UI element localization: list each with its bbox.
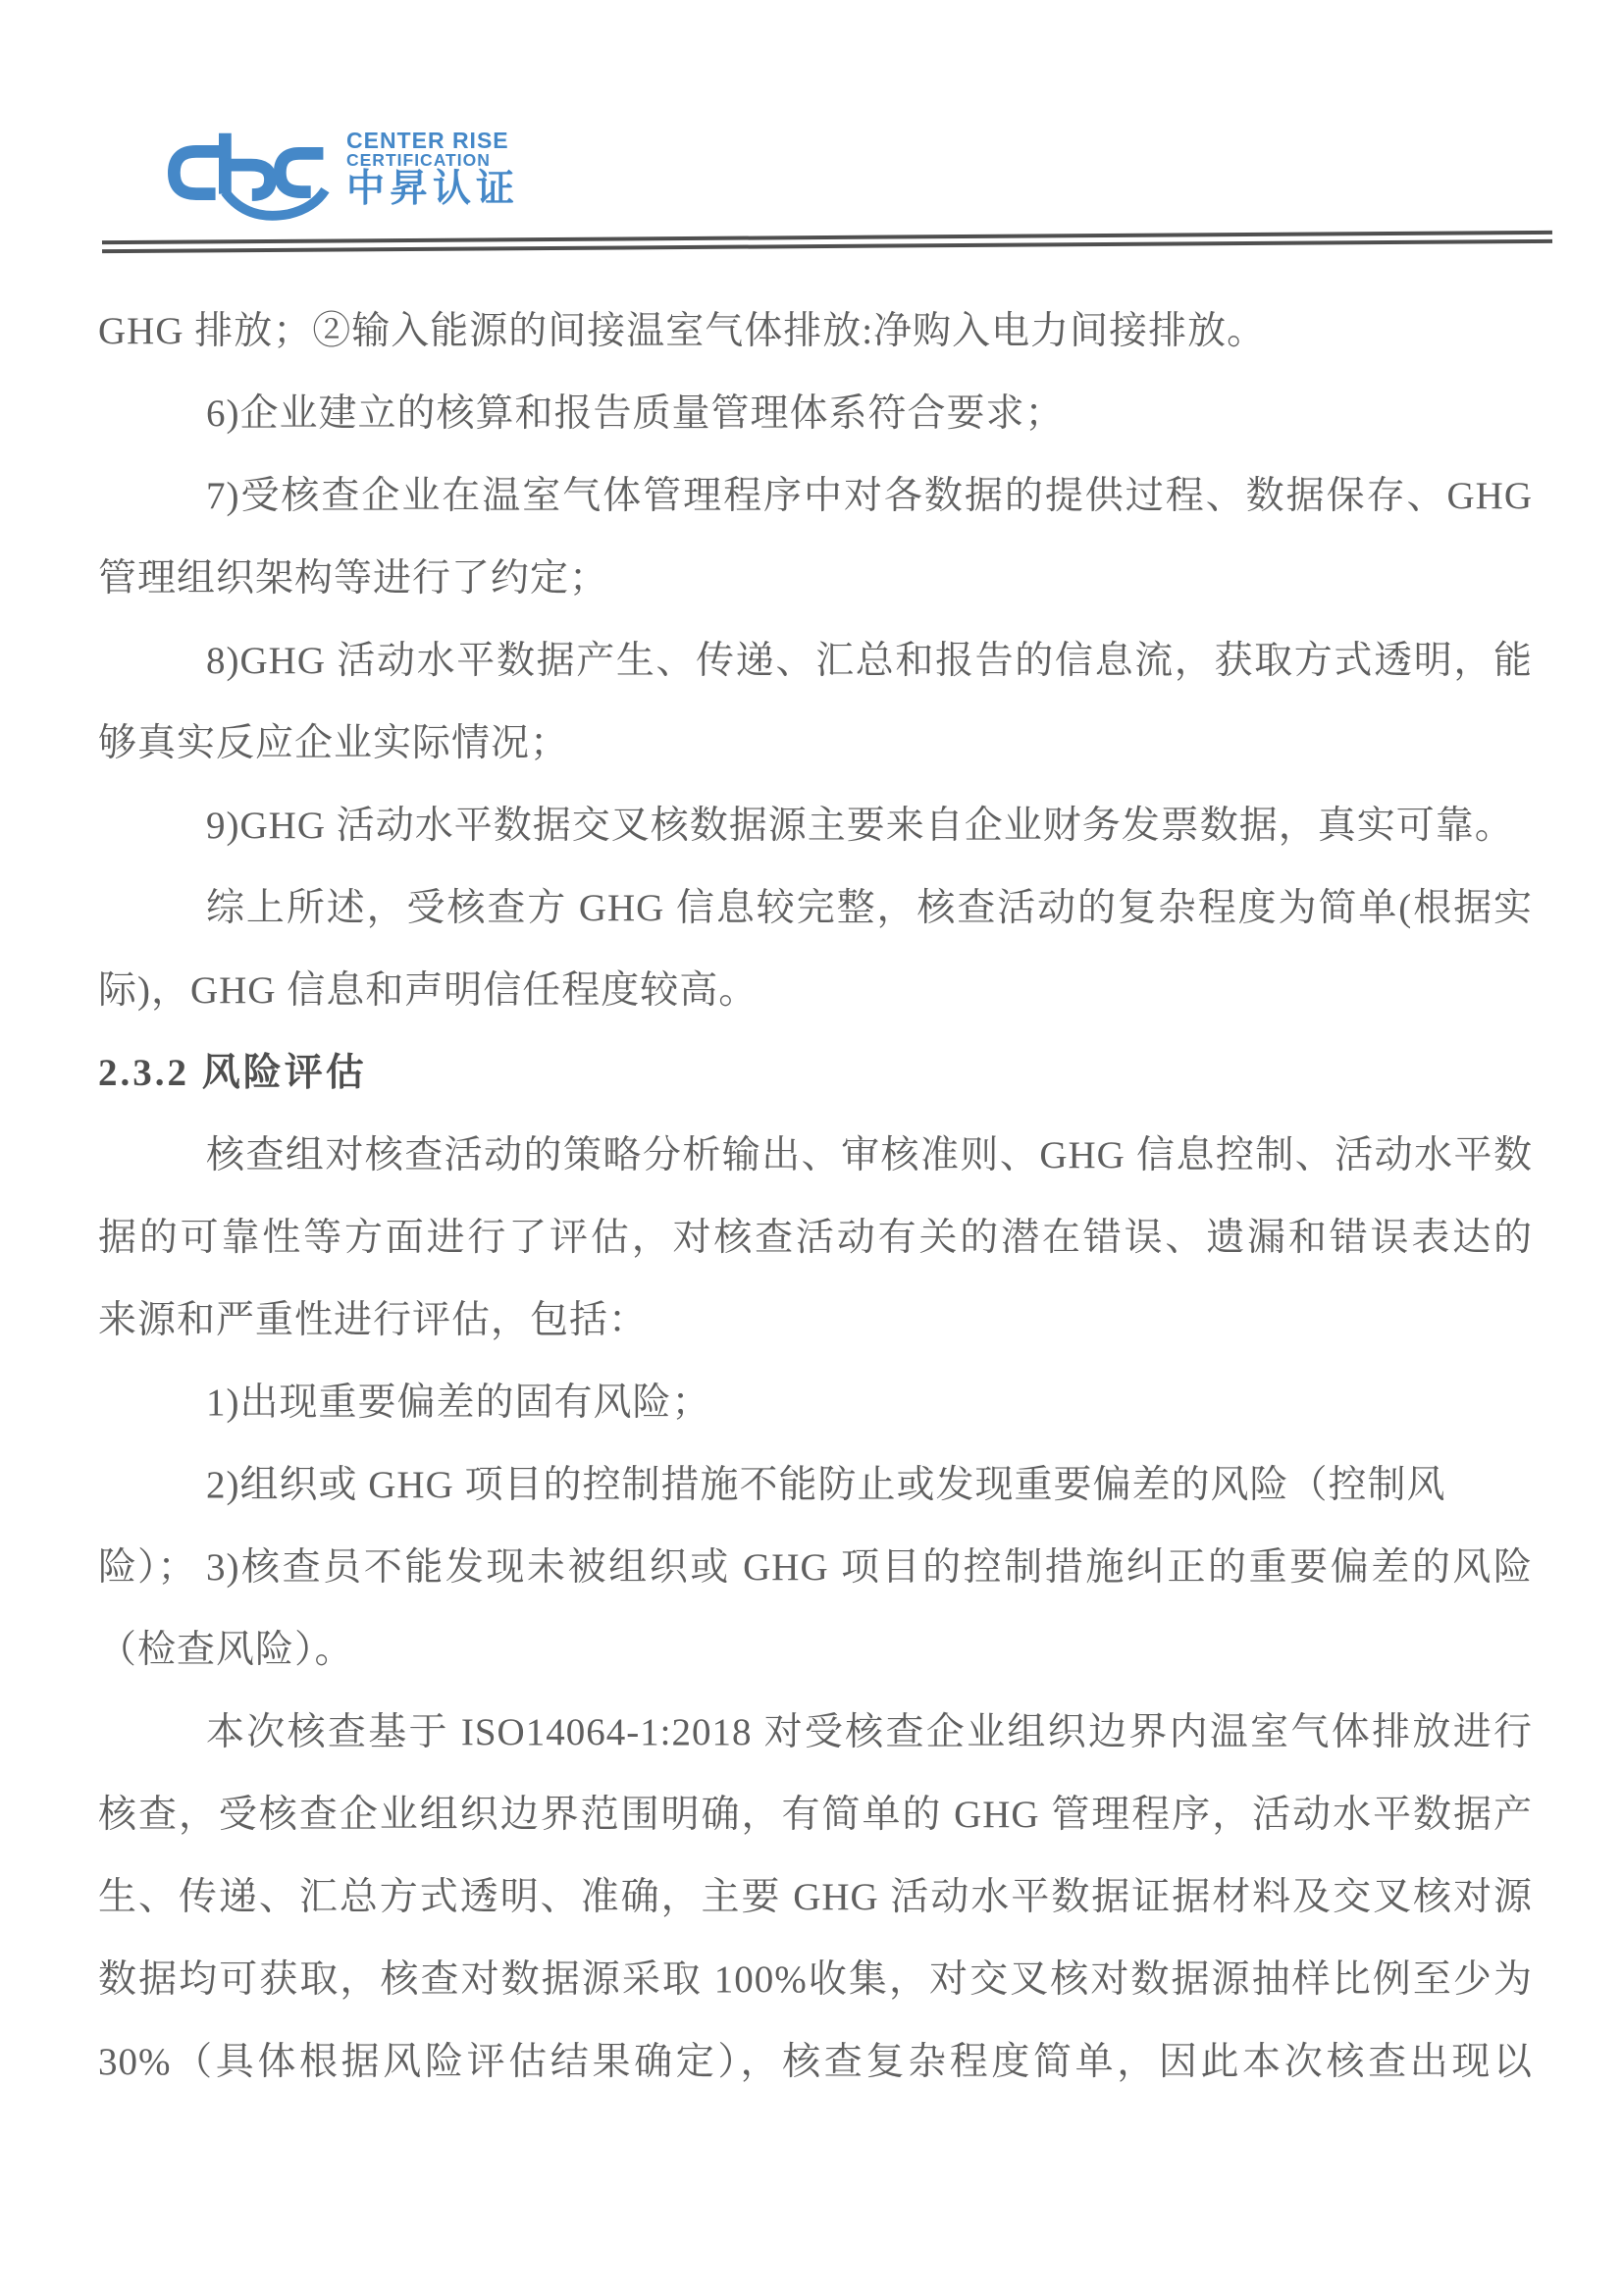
text-line: 8)GHG 活动水平数据产生、传递、汇总和报告的信息流，获取方式透明，能 xyxy=(206,640,1533,682)
brand-name-line1: CENTER RISE xyxy=(346,128,509,153)
text-line: 够真实反应企业实际情况； xyxy=(98,722,570,764)
header-divider xyxy=(102,231,1552,253)
text-line: 9)GHG 活动水平数据交叉核数据源主要来自企业财务发票数据，真实可靠。 xyxy=(206,805,1514,847)
text-line: 生、传递、汇总方式透明、准确，主要 GHG 活动水平数据证据材料及交叉核对源 xyxy=(98,1876,1533,1918)
brand-name-line2: CERTIFICATION xyxy=(346,150,491,170)
text-line: GHG 排放；②输入能源的间接温室气体排放:净购入电力间接排放。 xyxy=(98,310,1267,352)
brand-text-block xyxy=(346,130,519,210)
text-line: 核查，受核查企业组织边界范围明确，有简单的 GHG 管理程序，活动水平数据产 xyxy=(98,1794,1533,1836)
text-line: 30%（具体根据风险评估结果确定），核查复杂程度简单，因此本次核查出现以 xyxy=(98,2041,1533,2083)
text-line: 6)企业建立的核算和报告质量管理体系符合要求； xyxy=(206,392,1065,435)
text-line: 来源和严重性进行评估，包括： xyxy=(98,1299,649,1341)
text-line: （检查风险）。 xyxy=(98,1629,354,1671)
text-line: 1)出现重要偏差的固有风险； xyxy=(206,1382,711,1424)
crc-monogram-icon xyxy=(153,122,335,223)
text-line: 2.3.2 风险评估 xyxy=(98,1052,367,1094)
text-line: 据的可靠性等方面进行了评估，对核查活动有关的潜在错误、遗漏和错误表达的 xyxy=(98,1217,1533,1259)
brand-name-chinese: 中昇认证 xyxy=(346,168,520,210)
text-line: 管理组织架构等进行了约定； xyxy=(98,557,609,600)
text-line: 3)核查员不能发现未被组织或 GHG 项目的控制措施纠正的重要偏差的风险 xyxy=(206,1546,1533,1589)
document-body xyxy=(98,290,1533,2104)
crc-logo xyxy=(153,116,519,223)
text-line: 数据均可获取，核查对数据源采取 100%收集，对交叉核对数据源抽样比例至少为 xyxy=(98,1958,1533,2001)
text-line: 核查组对核查活动的策略分析输出、审核准则、GHG 信息控制、活动水平数 xyxy=(206,1134,1533,1176)
text-line: 综上所述，受核查方 GHG 信息较完整，核查活动的复杂程度为简单(根据实 xyxy=(206,887,1533,929)
text-line: 际)，GHG 信息和声明信任程度较高。 xyxy=(98,969,759,1012)
text-line: 本次核查基于 ISO14064-1:2018 对受核查企业组织边界内温室气体排放进行 xyxy=(206,1711,1533,1753)
text-line: 2)组织或 GHG 项目的控制措施不能防止或发现重要偏差的风险（控制风险）； xyxy=(98,1464,1446,1589)
text-line: 7)受核查企业在温室气体管理程序中对各数据的提供过程、数据保存、GHG xyxy=(206,475,1533,517)
